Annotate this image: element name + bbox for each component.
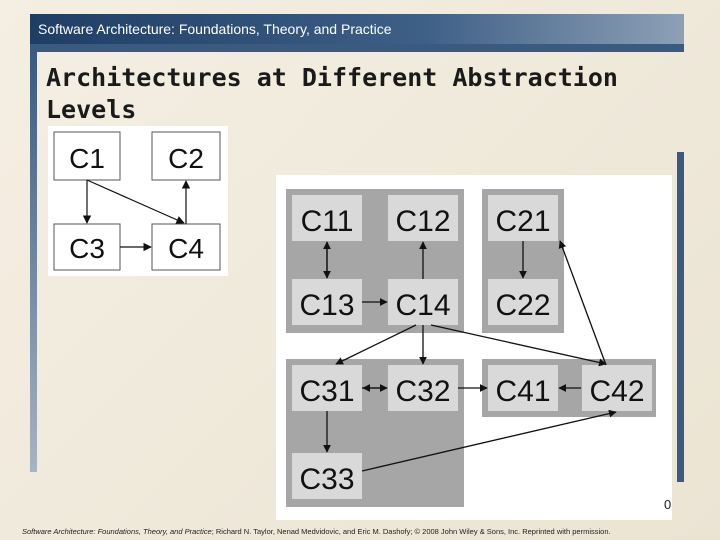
component-label-c31: C31	[299, 375, 355, 408]
component-box-c2	[152, 132, 220, 180]
component-label-c41: C41	[495, 375, 551, 408]
component-box-c41	[488, 365, 558, 411]
component-box-c13	[292, 279, 362, 325]
component-box-c14	[388, 279, 458, 325]
frame-right-bar	[677, 152, 684, 482]
component-box-c4	[152, 224, 220, 270]
component-box-c3	[54, 224, 120, 270]
component-box-c12	[388, 195, 458, 241]
connector-c42-c21	[560, 241, 606, 365]
frame-left-bar	[30, 52, 37, 472]
component-label-c14: C14	[395, 289, 451, 322]
component-label-c33: C33	[299, 463, 355, 496]
page-number: 0	[664, 497, 672, 512]
component-box-c11	[292, 195, 362, 241]
component-label-c42: C42	[589, 375, 645, 408]
component-box-c42	[582, 365, 652, 411]
refined-architecture-svg	[276, 175, 672, 520]
component-label-c21: C21	[495, 205, 551, 238]
component-box-c31	[292, 365, 362, 411]
slide-title: Architectures at Different Abstraction Levels	[46, 63, 618, 124]
component-label-c32: C32	[395, 375, 451, 408]
component-box-c22	[488, 279, 558, 325]
component-label-c11: C11	[300, 205, 354, 238]
component-label-c3: C3	[69, 233, 105, 264]
component-box-c1	[54, 132, 120, 180]
header-title: Software Architecture: Foundations, Theory, and Practice	[38, 21, 392, 37]
component-label-c13: C13	[299, 289, 355, 322]
component-label-c2: C2	[168, 143, 204, 174]
component-label-c12: C12	[395, 205, 451, 238]
component-box-c33	[292, 453, 362, 499]
component-label-c22: C22	[495, 289, 551, 322]
component-label-c1: C1	[69, 143, 105, 174]
component-box-c21	[488, 195, 558, 241]
frame-top-bar	[30, 44, 684, 52]
abstract-architecture-diagram	[48, 126, 228, 276]
header-bar	[30, 14, 684, 44]
refined-architecture-diagram	[276, 175, 672, 520]
component-label-c4: C4	[168, 233, 204, 264]
component-box-c32	[388, 365, 458, 411]
footer-credit	[22, 527, 611, 536]
abstract-architecture-svg	[48, 126, 228, 276]
footer-book-title: Software Architecture: Foundations, Theory, and Practice	[22, 527, 212, 536]
footer-credit-text: ; Richard N. Taylor, Nenad Medvidovic, and Eric M. Dashofy; © 2008 John Wiley & Sons, Inc. Reprinted with permission.	[211, 527, 611, 536]
connector-c1-c4	[87, 180, 184, 223]
